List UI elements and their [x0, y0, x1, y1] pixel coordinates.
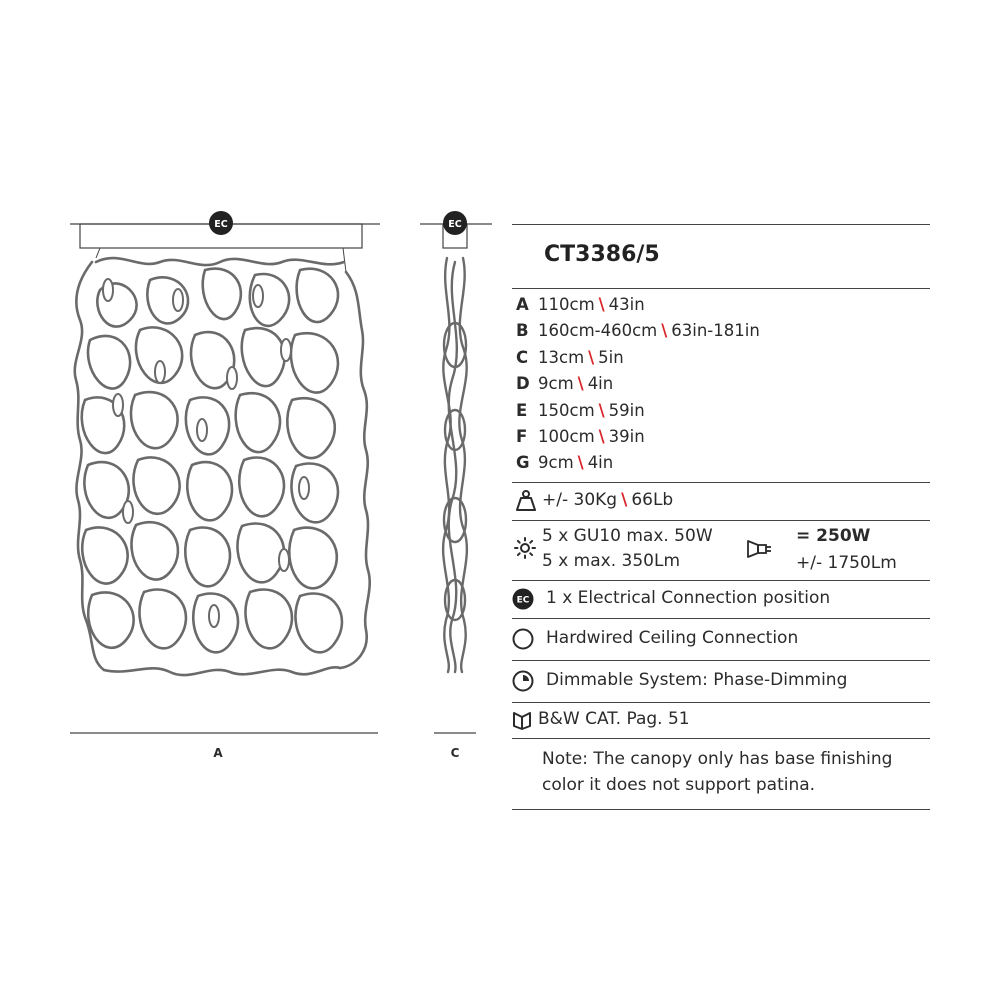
dimension-metric: 160cm-460cm [538, 321, 658, 341]
dimension-separator: \ [577, 453, 584, 473]
ec-icon-side [443, 211, 467, 235]
ceiling-connection-text: Hardwired Ceiling Connection [546, 628, 799, 648]
dimension-imperial: 63in-181in [671, 321, 760, 341]
dimension-letter: G [516, 453, 530, 473]
svg-text:EC: EC [448, 219, 462, 230]
lamp-head [253, 285, 263, 307]
lamp-head [197, 419, 207, 441]
dimension-letter: B [516, 321, 529, 341]
dimension-metric: 13cm [538, 347, 585, 367]
dimension-row [516, 318, 760, 344]
divider [512, 520, 930, 521]
catalog-text: B&W CAT. Pag. 51 [538, 709, 690, 729]
dimension-metric: 9cm [538, 374, 574, 394]
dimension-row [516, 371, 613, 397]
dimension-letter: C [516, 347, 529, 367]
divider [512, 580, 930, 581]
dimension-separator: \ [661, 321, 668, 341]
lumens-text: 5 x max. 350Lm [542, 551, 681, 571]
dimension-imperial: 43in [608, 295, 645, 314]
dimension-imperial: 39in [608, 427, 645, 446]
front-hook-right [343, 248, 346, 272]
dimension-imperial: 5in [598, 347, 624, 367]
dimension-separator: \ [588, 347, 595, 367]
divider [512, 738, 930, 739]
dimension-metric: 100cm [538, 427, 595, 446]
dimmable-text: Dimmable System: Phase-Dimming [546, 670, 848, 690]
lamp-head [279, 549, 289, 571]
divider [512, 482, 930, 483]
divider [512, 618, 930, 619]
dimension-imperial: 59in [608, 400, 645, 420]
dimension-metric: 150cm [538, 400, 595, 420]
dimension-separator: \ [598, 400, 605, 420]
dimension-imperial: 4in [587, 374, 614, 394]
lamp-head [103, 279, 113, 301]
ec-icon [512, 588, 534, 610]
lamp-head [113, 394, 123, 416]
wire-mesh-front-view [75, 258, 370, 675]
circle-outline-icon [512, 628, 534, 650]
technical-drawing [0, 0, 500, 800]
dimension-letter: A [516, 295, 529, 314]
note-text: Note: The canopy only has base finishing color it does not support patina. [542, 749, 893, 795]
dimension-metric: 9cm [538, 453, 574, 473]
divider [512, 809, 930, 810]
dimension-separator: \ [577, 374, 584, 394]
dimension-imperial: 4in [587, 453, 614, 473]
dimension-letter: E [516, 400, 528, 420]
dimension-row [516, 450, 613, 476]
divider [512, 288, 930, 289]
model-title: CT3386/5 [544, 242, 660, 267]
svg-text:EC: EC [214, 219, 228, 230]
dimension-row [516, 398, 645, 424]
dimension-letter: F [516, 427, 528, 446]
lamp-head [155, 361, 165, 383]
lamp-head [209, 605, 219, 627]
dimension-metric: 110cm [538, 295, 595, 314]
weight-icon [516, 489, 536, 511]
svg-text:EC: EC [516, 595, 530, 606]
divider [512, 660, 930, 661]
lamp-head [173, 289, 183, 311]
lamp-head [123, 501, 133, 523]
gu10-bulb-icon [746, 539, 774, 559]
sun-icon [514, 537, 536, 559]
lamp-head [281, 339, 291, 361]
weight-row: +/- 30Kg \ 66Lb [542, 490, 674, 510]
side-view-label: C [450, 746, 460, 760]
divider [512, 224, 930, 225]
dimension-letter: D [516, 374, 530, 394]
dimension-separator: \ [598, 427, 605, 446]
front-view-label: A [213, 746, 223, 760]
dimension-row [516, 292, 645, 318]
lamp-head [299, 477, 309, 499]
total-lumen-text: +/- 1750Lm [796, 553, 897, 573]
ec-icon-front [209, 211, 233, 235]
lamp-head [227, 367, 237, 389]
divider [512, 702, 930, 703]
front-hook-left [96, 248, 100, 258]
dimension-row [516, 345, 624, 371]
electrical-connection-text: 1 x Electrical Connection position [546, 588, 831, 608]
dimmer-icon [512, 670, 534, 692]
total-watt-text: = 250W [796, 526, 871, 546]
dimension-separator: \ [598, 295, 605, 314]
dimension-row [516, 424, 645, 450]
catalog-book-icon [512, 710, 532, 730]
bulbs-text: 5 x GU10 max. 50W [542, 526, 713, 546]
wire-mesh-side-view [443, 258, 467, 672]
